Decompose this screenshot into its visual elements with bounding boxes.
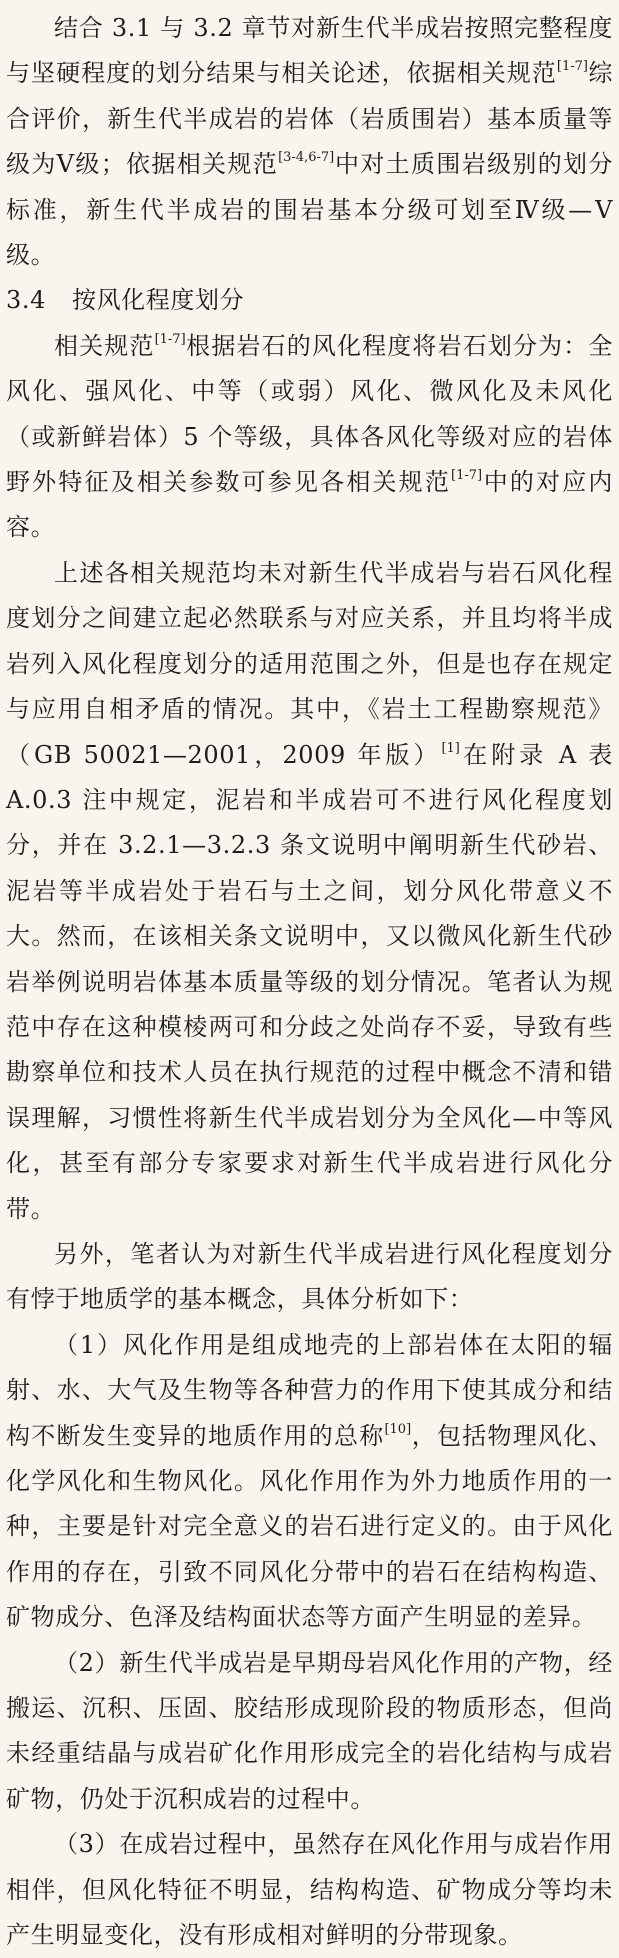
citation-ref: [10] [384,1421,412,1437]
body-paragraph [6,324,613,551]
text-run: 相关规范 [54,331,155,360]
text-run: ，包括物理风化、化学风化和生物风化。风化作用作为外力地质作用的一种，主要是针对完全意义的岩石进行定义的。由于风化作用的存在，引致不同风化分带中的岩石在结构构造、矿物成分、色泽及结构面状态等方面产生明显的差异。 [6,1421,613,1632]
text-run: 上述各相关规范均未对新生代半成岩与岩石风化程度划分之间建立起必然联系与对应关系，并且均将半成岩列入风化程度划分的适用范围之外，但是也存在规定与应用自相矛盾的情况。其中，《岩土工程勘察规范》（GB 50021—2001，2009 年版） [6,558,613,769]
text-run: 在附录 A 表 A.0.3 注中规定，泥岩和半成岩可不进行风化程度划分，并在 3.2.1—3.2.3 条文说明中阐明新生代砂岩、泥岩等半成岩处于岩石与土之间，划分风化带意义不大。然而，在该相关条文说明中，又以微风化新生代砂岩举例说明岩体基本质量等级的划分情况。笔者认为规范中存在这种模棱两可和分歧之处尚存不妥，导致有些勘察单位和技术人员在执行规范的过程中概念不清和错误理解，习惯性将新生代半成岩划分为全风化—中等风化，甚至有部分专家要求对新生代半成岩进行风化分带。 [6,740,613,1223]
text-run: （2）新生代半成岩是早期母岩风化作用的产物，经搬运、沉积、压固、胶结形成现阶段的物质形态，但尚未经重结晶与成岩矿化作用形成完全的岩化结构与成岩矿物，仍处于沉积成岩的过程中。 [6,1648,613,1813]
body-paragraph [6,1323,613,1641]
body-paragraph [6,6,613,278]
text-run: 另外，笔者认为对新生代半成岩进行风化程度划分有悖于地质学的基本概念，具体分析如下： [6,1239,613,1314]
section-number: 3.4 [6,286,46,315]
citation-ref: [1-7] [451,468,483,484]
citation-ref: [3-4,6-7] [278,150,335,166]
body-paragraph [6,1822,613,1958]
citation-ref: [1-7] [154,331,186,347]
text-run: 根据岩石的风化程度将岩石划分为：全风化、强风化、中等（或弱）风化、微风化及未风化（或新鲜岩体）5 个等级，具体各风化等级对应的岩体野外特征及相关参数可参见各相关规范 [6,331,613,497]
text-run: （3）在成岩过程中，虽然存在风化作用与成岩作用相伴，但风化特征不明显，结构构造、矿物成分等均未产生明显变化，没有形成相对鲜明的分带现象。 [6,1830,613,1950]
body-paragraph [6,1232,613,1323]
section-title: 按风化程度划分 [71,286,245,315]
body-paragraph [6,551,613,1232]
text-run: 中的对应内容。 [6,468,613,542]
section-heading [6,278,613,323]
body-paragraph [6,1641,613,1823]
text-run: （1）风化作用是组成地壳的上部岩体在太阳的辐射、水、大气及生物等各种营力的作用下使其成分和结构不断发生变异的地质作用的总称 [6,1330,613,1450]
text-run: 综合评价，新生代半成岩的岩体（岩质围岩）基本质量等级为Ⅴ级；依据相关规范 [6,59,613,179]
text-run: 结合 3.1 与 3.2 章节对新生代半成岩按照完整程度与坚硬程度的划分结果与相关论述，依据相关规范 [6,14,613,88]
citation-ref: [1] [441,740,460,756]
text-run: 中对土质围岩级别的划分标准，新生代半成岩的围岩基本分级可划至Ⅳ级—Ⅴ级。 [6,150,613,270]
citation-ref: [1-7] [556,59,588,75]
